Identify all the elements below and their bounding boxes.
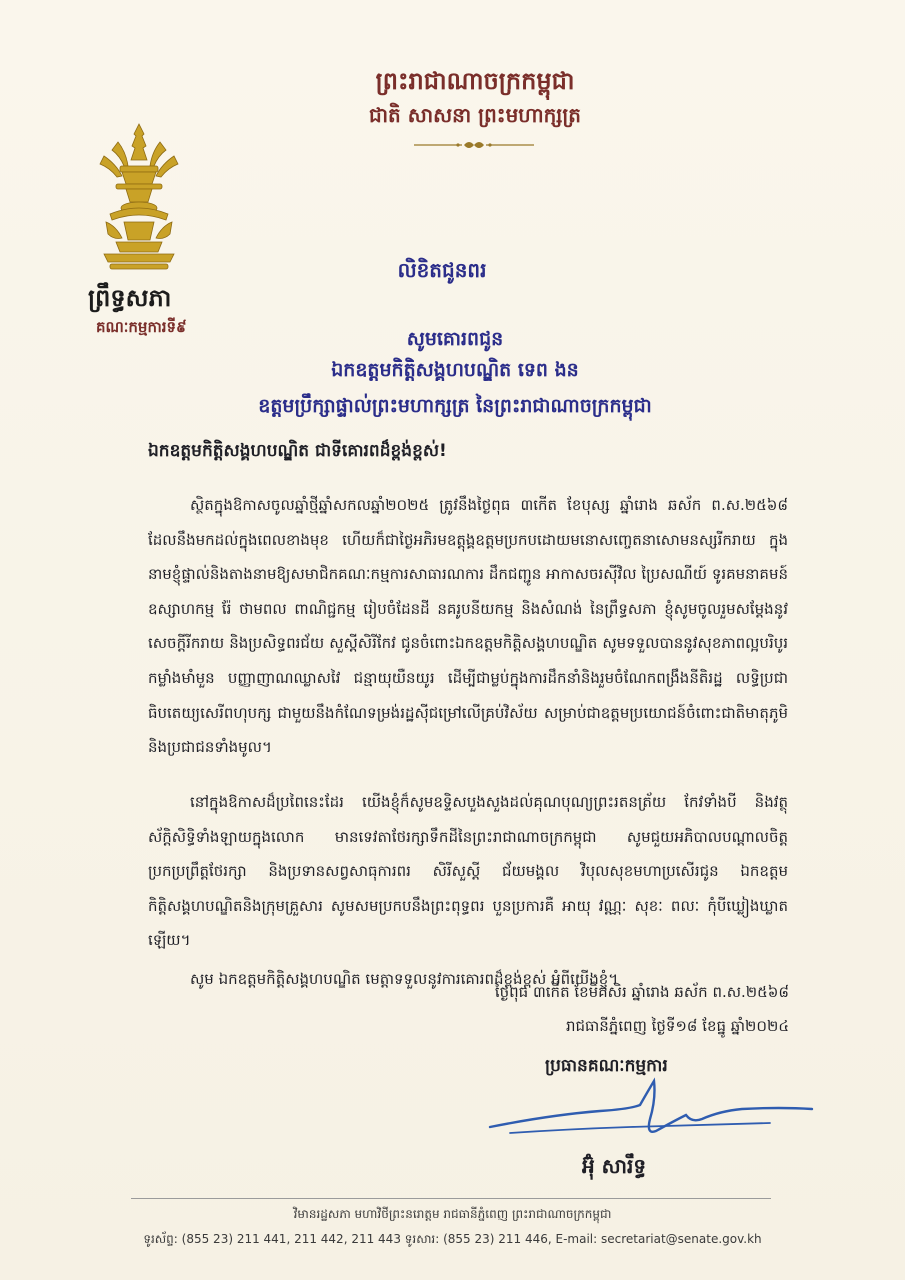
lunar-date: ថ្ងៃពុធ ៣កើត ខែមិគសិរ ឆ្នាំរោង ឆស័ក ព.ស.២៥៦៨ (494, 983, 789, 1001)
committee-name: គណៈកម្មការទី៩ (96, 318, 187, 336)
footer-address: វិមានរដ្ឋសភា មហាវិថីព្រះនរោត្តម រាជធានីភ្នំពេញ ព្រះរាជាណាចក្រកម្ពុជា (293, 1207, 612, 1221)
kingdom-title: ព្រះរាជាណាចក្រកម្ពុជា (375, 67, 575, 95)
ornament-divider-icon (412, 139, 536, 151)
footer-divider (131, 1198, 771, 1199)
signature-mark (480, 1075, 820, 1155)
document-title: លិខិតជូនពរ (397, 258, 487, 282)
signer-name: អ៊ុំ សារឹទ្ធ (582, 1154, 647, 1178)
recipient-name: ឯកឧត្តមកិត្តិសង្គហបណ្ឌិត ទេព ងន (331, 359, 579, 381)
body-paragraph-3: សូម ឯកឧត្តមកិត្តិសង្គហបណ្ឌិត មេត្តាទទួលនូវការគោរពដ៏ខ្ពង់ខ្ពស់ អំពីយើងខ្ញុំ។ (190, 970, 619, 988)
senate-emblem-icon (96, 122, 182, 272)
footer-contact: ទូរស័ព្ទ: (855 23) 211 441, 211 442, 211 443 ទូរសារ: (855 23) 211 446, E-mail: secretariat@senate.gov.kh (143, 1232, 762, 1246)
body-paragraph-2: នៅក្នុងឱកាសដ៏ប្រពៃនេះដែរ យើងខ្ញុំក៏សូមឧទ្ទិសបួងសួងដល់គុណបុណ្យព្រះរតនត្រ័យ កែវទាំងបី និងវត្ថុស័ក្តិសិទ្ធិទាំងឡាយក្នុងលោក មានទេវតាថែរក្សាទឹកដីនៃព្រះរាជាណាចក្រកម្ពុជា សូមជួយអភិបាលបណ្ដាលចិត្តប្រកប្រព្រឹត្តថែរក្សា និងប្រទានសព្វសាធុការពរ សិរីសួស្ដី ជ័យមង្គល វិបុលសុខមហាប្រសើរជូន ឯកឧត្តមកិត្តិសង្គហបណ្ឌិតនិងក្រុមគ្រួសារ សូមសមប្រកបនឹងព្រះពុទ្ធពរ បួនប្រការគឺ អាយុ វណ្ណៈ សុខៈ ពលៈ កុំបីឃ្លៀងឃ្លាតឡើយ។ (148, 793, 788, 950)
organization-name: ព្រឹទ្ធសភា (88, 284, 172, 312)
solar-date: រាជធានីភ្នំពេញ ថ្ងៃទី១៨ ខែធ្នូ ឆ្នាំ២០២៤ (565, 1017, 789, 1035)
signer-title: ប្រធានគណៈកម្មការ (545, 1056, 668, 1076)
recipient-label: សូមគោរពជូន (406, 328, 504, 350)
salutation: ឯកឧត្តមកិត្តិសង្គហបណ្ឌិត ជាទីគោរពដ៏ខ្ពង់ខ្ពស់! (148, 441, 447, 461)
kingdom-motto: ជាតិ សាសនា ព្រះមហាក្សត្រ (369, 103, 581, 127)
recipient-title: ឧត្តមប្រឹក្សាផ្ទាល់ព្រះមហាក្សត្រ នៃព្រះរាជាណាចក្រកម្ពុជា (258, 395, 652, 417)
body-paragraph-1: ស្ថិតក្នុងឱកាសចូលឆ្នាំថ្មីឆ្នាំសកលឆ្នាំ២០២៥ ត្រូវនឹងថ្ងៃពុធ ៣កើត ខែបុស្ស ឆ្នាំរោង ឆស័ក ព.ស.២៥៦៨ ដែលនឹងមកដល់ក្នុងពេលខាងមុខ ហើយក៏ជាថ្ងៃអភិរមឧត្តុង្គឧត្តមប្រកបដោយមនោសញ្ចេតនាសោមនស្សរីករាយ ក្នុងនាមខ្ញុំផ្ទាល់និងតាងនាមឱ្យសមាជិកគណៈកម្មការសាធារណការ ដឹកជញ្ជូន អាកាសចរស៊ីវិល ប្រៃសណីយ៍ ទូរគមនាគមន៍ ឧស្សាហកម្ម រ៉ែ ថាមពល ពាណិជ្ជកម្ម រៀបចំដែនដី នគរូបនីយកម្ម និងសំណង់ នៃព្រឹទ្ធសភា ខ្ញុំសូមចូលរួមសម្ដែងនូវសេចក្ដីរីករាយ និងប្រសិទ្ធពរជ័យ សួស្ដីសិរីកែវ ជូនចំពោះឯកឧត្តមកិត្តិសង្គហបណ្ឌិត សូមទទួលបាននូវសុខភាពល្អបរិបូរ កម្លាំងមាំមួន បញ្ញាញាណឈ្លាសវៃ ជន្មាយុយឺនយូរ ដើម្បីជាម្លប់ក្នុងការដឹកនាំនិងរួមចំណែកពង្រឹងនីតិរដ្ឋ លទ្ធិប្រជាធិបតេយ្យសេរីពហុបក្ស ជាមួយនឹងកំណែទម្រង់រដ្ឋស៊ីជម្រៅលើគ្រប់វិស័យ សម្រាប់ជាឧត្តមប្រយោជន៍ចំពោះជាតិមាតុភូមិនិងប្រជាជនទាំងមូល។ (148, 496, 788, 757)
